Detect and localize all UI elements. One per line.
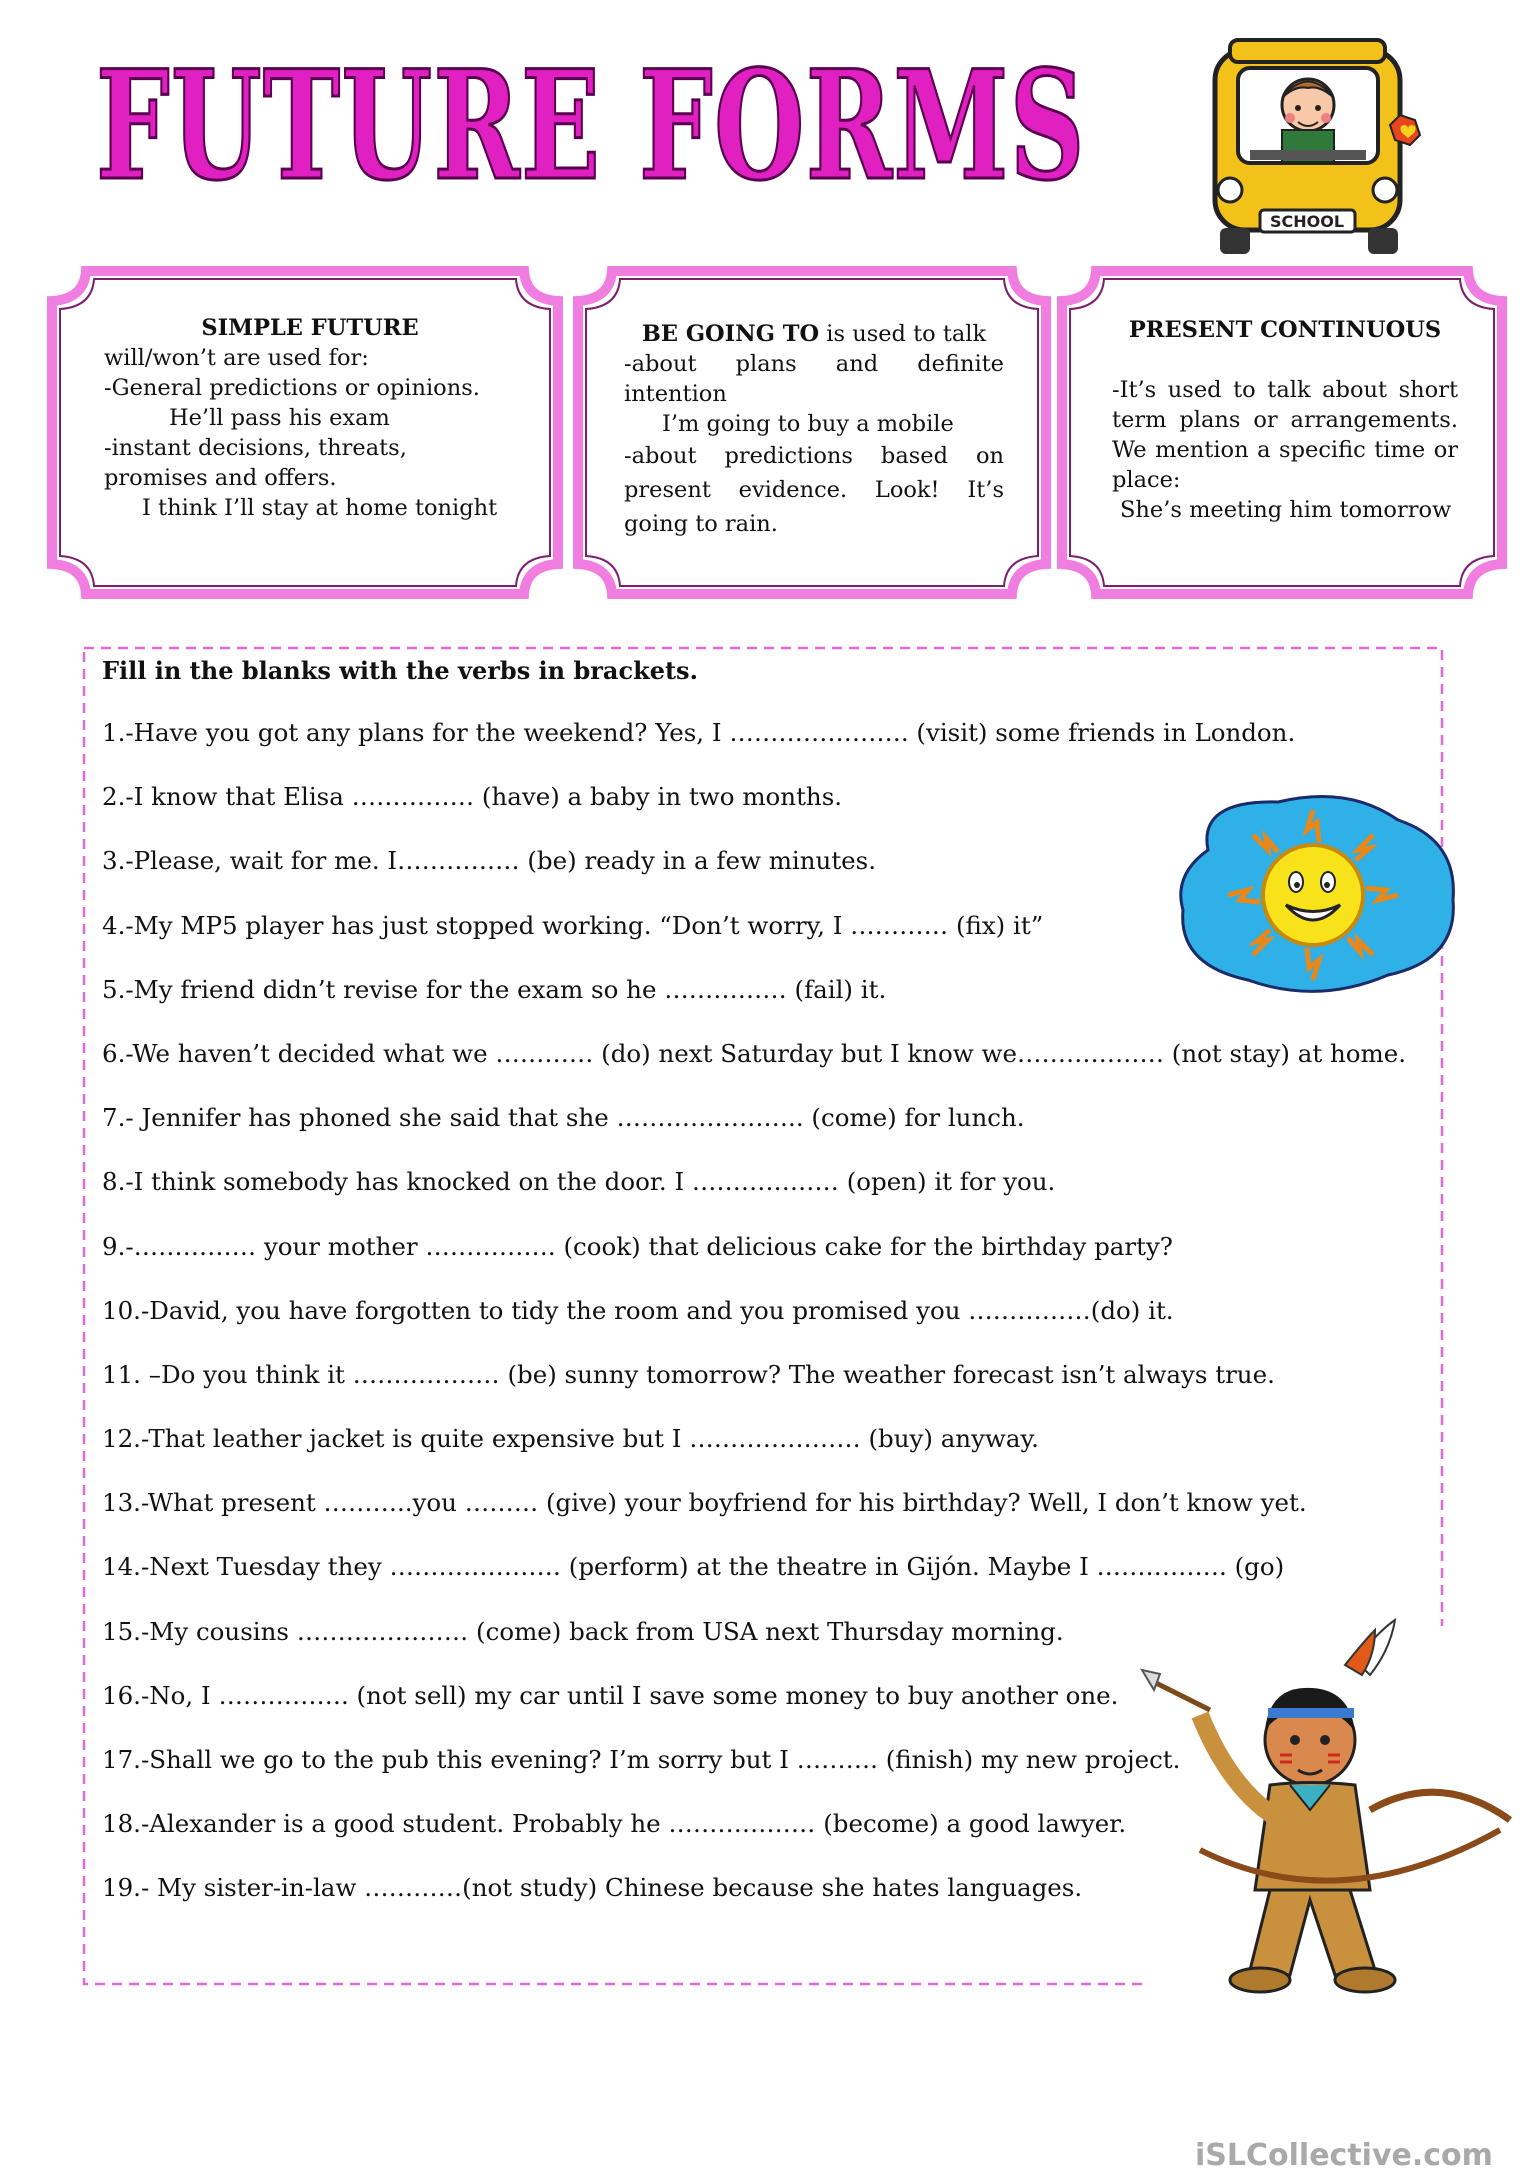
exercise-item: 11. –Do you think it ……………… (be) sunny tomorrow? The weather forecast isn’t always true. [102, 1359, 1275, 1389]
box-example: I think I’ll stay at home tonight [142, 495, 498, 521]
box-example: She’s meeting him tomorrow [1120, 497, 1452, 523]
box-line: -General predictions or opinions. [104, 375, 480, 401]
box-line: -It’s used to talk about short term plans or arrangements. We mention a specific time or place: [1112, 377, 1458, 493]
box-example: I’m going to buy a mobile [662, 411, 954, 437]
exercise-item: 5.-My friend didn’t revise for the exam so he …………… (fail) it. [102, 974, 887, 1004]
exercise-instruction: Fill in the blanks with the verbs in brackets. [102, 656, 698, 685]
simple-future-box [46, 265, 564, 600]
box-line: -about predictions based on present evidence. Look! It’s going to rain. [624, 443, 1004, 537]
exercise-item: 9.-…………… your mother ……………. (cook) that delicious cake for the birthday party? [102, 1231, 1173, 1261]
present-continuous-box [1056, 265, 1508, 600]
title-text: FUTURE FORMS [96, 38, 1086, 214]
exercise-item: 1.-Have you got any plans for the weekend? Yes, I …………………. (visit) some friends in London. [102, 718, 1296, 747]
sun-icon [1168, 790, 1458, 1000]
box-line: will/won’t are used for: [104, 345, 369, 371]
exercise-item: 2.-I know that Elisa …………… (have) a baby in two months. [102, 782, 843, 812]
exercise-item: 19.- My sister-in-law …………(not study) Chinese because she hates languages. [102, 1873, 1083, 1903]
title-graphic [92, 38, 1092, 214]
box-example: He’ll pass his exam [169, 405, 390, 431]
exercise-item: 14.-Next Tuesday they ………………… (perform) at the theatre in Gijón. Maybe I ……………. (go) [102, 1552, 1285, 1582]
page-title [92, 38, 1092, 214]
native-archer-icon [1140, 1620, 1520, 2010]
exercise-item: 18.-Alexander is a good student. Probably he ……………… (become) a good lawyer. [102, 1809, 1127, 1839]
school-bus-icon [1190, 30, 1430, 260]
exercise-item: 13.-What present ………..you ……… (give) your boyfriend for his birthday? Well, I don’t know yet. [102, 1488, 1307, 1518]
exercise-item: 8.-I think somebody has knocked on the door. I ……………… (open) it for you. [102, 1167, 1056, 1197]
be-going-to-box [572, 265, 1052, 600]
exercise-item: 17.-Shall we go to the pub this evening? I’m sorry but I ………. (finish) my new project. [102, 1745, 1181, 1774]
box-line: -instant decisions, threats, promises and offers. [104, 435, 407, 491]
exercise-item: 12.-That leather jacket is quite expensive but I ………………… (buy) anyway. [102, 1424, 1039, 1454]
bus-sign-text: SCHOOL [1269, 212, 1345, 231]
box-heading: BE GOING TO [641, 321, 820, 347]
exercise-item: 7.- Jennifer has phoned she said that she ………………….. (come) for lunch. [102, 1103, 1025, 1133]
exercise-item: 15.-My cousins ………………… (come) back from USA next Thursday morning. [102, 1616, 1064, 1646]
box-heading-rest: is used to talk [819, 321, 987, 347]
exercise-item: 6.-We haven’t decided what we ………… (do) next Saturday but I know we……………… (not stay) at home. [102, 1038, 1407, 1068]
watermark: iSLCollective.com [1195, 2138, 1493, 2173]
box-heading: SIMPLE FUTURE [201, 315, 419, 341]
exercise-item: 16.-No, I ……………. (not sell) my car until I save some money to buy another one. [102, 1680, 1119, 1710]
exercise-item: 10.-David, you have forgotten to tidy the room and you promised you ……………(do) it. [102, 1295, 1174, 1325]
exercise-item: 3.-Please, wait for me. I…………… (be) ready in a few minutes. [102, 846, 877, 876]
exercise-item: 4.-My MP5 player has just stopped working. “Don’t worry, I ………… (fix) it” [102, 910, 1044, 940]
box-heading: PRESENT CONTINUOUS [1128, 317, 1442, 343]
box-line: -about plans and definite intention [624, 351, 1004, 407]
